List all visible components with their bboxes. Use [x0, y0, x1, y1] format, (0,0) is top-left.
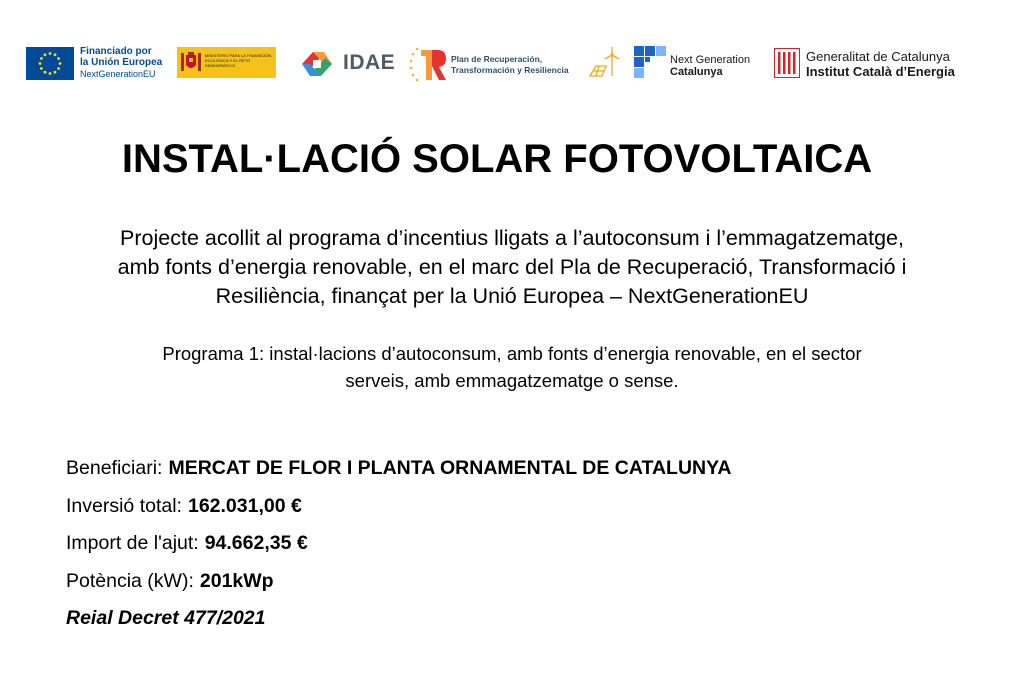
ngc-mark-icon	[634, 46, 666, 78]
next-generation-catalunya-logo	[634, 44, 764, 84]
eu-flag-icon	[26, 47, 74, 80]
beneficiary-label: Beneficiari:	[66, 457, 163, 479]
grant-value: 94.662,35 €	[204, 532, 308, 554]
power-row	[66, 563, 966, 601]
logo-bar	[26, 44, 986, 84]
decree-text: Reial Decret 477/2021	[66, 607, 266, 629]
plan-logo-line1: Plan de Recuperación,	[451, 54, 543, 64]
beneficiary-value: MERCAT DE FLOR I PLANTA ORNAMENTAL DE CATALUNYA	[168, 457, 732, 479]
plan-logo-line2: Transformación y Resiliencia	[451, 65, 569, 75]
eu-logo	[26, 44, 176, 84]
plan-recuperacion-text	[451, 54, 581, 76]
grant-row	[66, 525, 966, 563]
grant-label: Import de l'ajut:	[66, 532, 199, 554]
generalitat-line2: Institut Català d’Energia	[806, 64, 955, 79]
plan-recuperacion-mark-icon	[408, 44, 448, 84]
investment-row	[66, 488, 966, 526]
idae-logo	[296, 44, 396, 84]
generalitat-text	[806, 49, 988, 79]
ministerio-logo-box	[177, 47, 276, 78]
renewable-energy-logo	[588, 44, 622, 84]
investment-value: 162.031,00 €	[187, 494, 302, 517]
page-title: INSTAL·LACIÓ SOLAR FOTOVOLTAICA	[121, 137, 873, 181]
power-value: 201kWp	[199, 569, 274, 592]
power-label: Potència (kW):	[66, 569, 194, 592]
idae-logo-text: IDAE	[343, 51, 396, 74]
eu-logo-text	[80, 46, 180, 80]
ngc-line2: Catalunya	[670, 66, 723, 78]
program-paragraph: Programa 1: instal·lacions d’autoconsum, amb fonts d’energia renovable, en el sector serveis, amb emmagatzematge o sense.	[162, 343, 862, 391]
ngc-text	[670, 54, 770, 78]
solar-wind-icon	[588, 46, 622, 80]
generalitat-line1: Generalitat de Catalunya	[806, 49, 950, 64]
spain-crest-icon	[180, 51, 202, 74]
generalitat-logo	[774, 44, 986, 84]
ministerio-logo	[177, 44, 277, 84]
eu-logo-line3: NextGenerationEU	[80, 69, 156, 79]
investment-label: Inversió total:	[66, 494, 182, 517]
eu-logo-line2: la Unión Europea	[80, 57, 163, 68]
ngc-line1: Next Generation	[670, 54, 751, 66]
intro-paragraph: Projecte acollit al programa d’incentius lligats a l’autoconsum i l’emmagatzematge, amb fonts d’energia renovable, en el marc del Pla de Recuperació, Transformació i Resiliència, finançat per la Unió Europea – NextGenerationEU	[117, 226, 907, 308]
eu-logo-line1: Financiado por	[80, 46, 152, 57]
idae-mark-icon	[296, 46, 338, 82]
plan-recuperacion-logo	[408, 44, 578, 84]
beneficiary-row	[66, 450, 966, 488]
ministerio-logo-text: MINISTERIO PARA LA TRANSICIÓN ECOLÓGICA Y EL RETO DEMOGRÁFICO	[205, 53, 272, 68]
senyera-icon	[774, 48, 800, 78]
project-details	[66, 450, 966, 638]
